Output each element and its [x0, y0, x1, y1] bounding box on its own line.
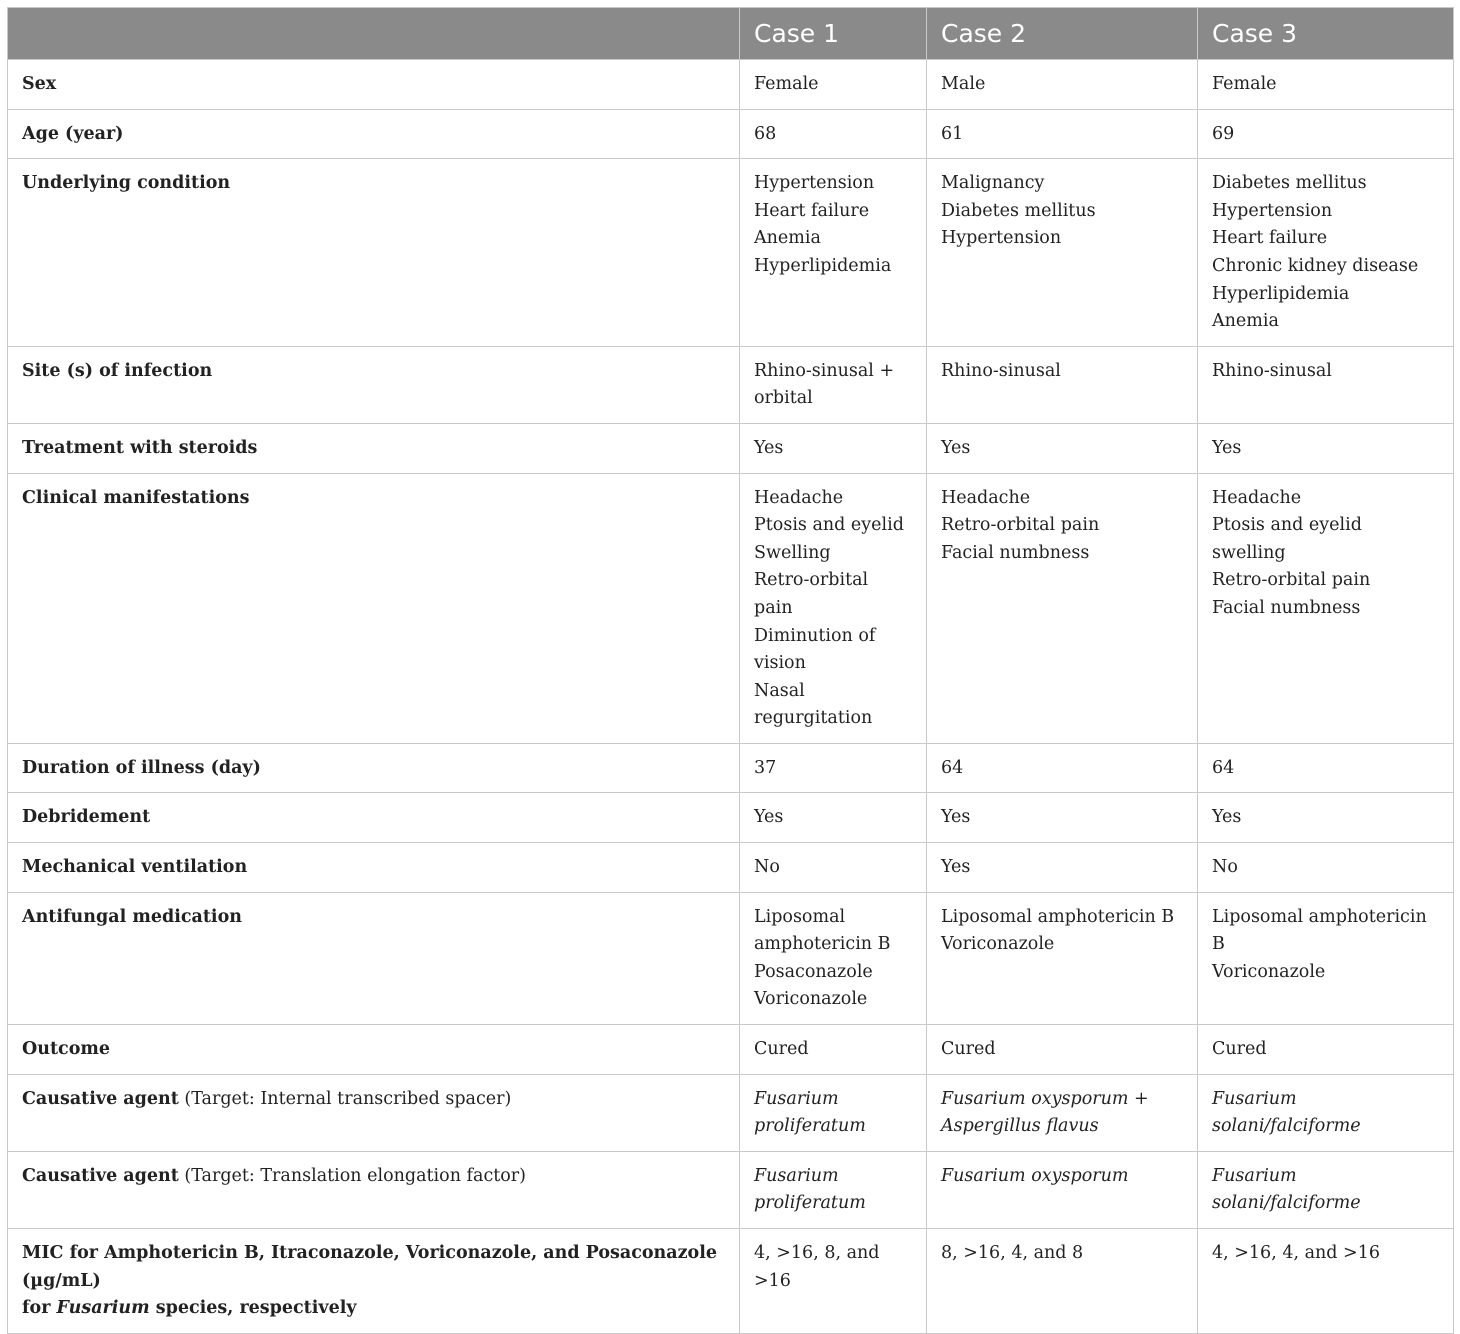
row-label-text: Duration of illness (day) — [22, 757, 261, 778]
cell-line: Rhino-sinusal + — [754, 360, 895, 381]
cell-line: Male — [941, 74, 986, 94]
row-label-target: (Target: Translation elongation factor) — [178, 1165, 526, 1186]
cell-case-2 — [927, 892, 1198, 1024]
row-label-text: Treatment with steroids — [22, 437, 258, 458]
cell-line: Chronic kidney disease — [1212, 255, 1419, 276]
cell-line: Fusarium oxysporum + — [941, 1088, 1149, 1109]
cell-case-1 — [740, 793, 927, 843]
row-label-fragment: species, respectively — [149, 1298, 357, 1319]
cell-line: No — [1212, 857, 1238, 878]
cell-line: Rhino-sinusal — [941, 360, 1061, 381]
table-row — [8, 159, 1454, 347]
cell-case-2 — [927, 60, 1198, 110]
cell-line: Voriconazole — [754, 989, 868, 1010]
header-case-1: Case 1 — [740, 8, 927, 60]
table-row — [8, 1074, 1454, 1151]
cell-case-1 — [740, 109, 927, 159]
cell-line: Nasal — [754, 680, 805, 701]
row-label-text: Underlying condition — [22, 173, 231, 194]
cell-line: Diabetes mellitus — [1212, 173, 1367, 194]
row-label — [8, 793, 740, 843]
cell-case-1 — [740, 60, 927, 110]
cell-line: 8, >16, 4, and 8 — [941, 1243, 1084, 1263]
table-row — [8, 1229, 1454, 1334]
cell-line: Heart failure — [754, 200, 870, 221]
row-label-text: Sex — [22, 74, 57, 94]
cell-case-3 — [1198, 1229, 1454, 1334]
table-row — [8, 793, 1454, 843]
cell-line: Yes — [754, 437, 784, 458]
row-label — [8, 1229, 740, 1334]
cell-line: Liposomal amphotericin B — [1212, 906, 1427, 955]
cell-line: Retro-orbital pain — [754, 570, 869, 618]
cell-line: 68 — [754, 123, 777, 144]
row-label — [8, 60, 740, 110]
cell-line: Facial numbness — [1212, 597, 1361, 618]
cell-line: Yes — [1212, 437, 1242, 458]
cell-case-3 — [1198, 892, 1454, 1024]
cell-line: Yes — [1212, 807, 1242, 828]
cell-line: Malignancy — [941, 173, 1045, 194]
cell-line: Headache — [754, 487, 844, 508]
cell-case-1 — [740, 892, 927, 1024]
cell-case-1 — [740, 1074, 927, 1151]
cell-case-3 — [1198, 743, 1454, 793]
table-row — [8, 473, 1454, 743]
cell-line: 37 — [754, 757, 777, 778]
cell-case-2 — [927, 159, 1198, 347]
row-label-target: (Target: Internal transcribed spacer) — [178, 1088, 512, 1109]
cell-case-3 — [1198, 793, 1454, 843]
cell-line: Voriconazole — [941, 934, 1055, 955]
cell-line: Fusarium solani/falciforme — [1212, 1165, 1361, 1214]
cell-case-2 — [927, 109, 1198, 159]
cell-case-2 — [927, 1151, 1198, 1228]
cell-line: proliferatum — [754, 1116, 866, 1137]
cell-case-2 — [927, 1025, 1198, 1075]
cell-line: Hyperlipidemia — [1212, 283, 1350, 304]
cell-line: Anemia — [1212, 311, 1279, 332]
cell-line: Headache — [941, 487, 1031, 508]
cell-case-1 — [740, 473, 927, 743]
cell-line: Retro-orbital pain — [941, 515, 1100, 536]
table-row — [8, 892, 1454, 1024]
table-row — [8, 109, 1454, 159]
row-label-text: MIC for Amphotericin B, Itraconazole, Voriconazole, and Posaconazole (µg/mL) — [22, 1243, 718, 1291]
table-row — [8, 1151, 1454, 1228]
cell-line: amphotericin B — [754, 934, 891, 955]
cell-line: 69 — [1212, 123, 1235, 144]
cell-case-2 — [927, 346, 1198, 423]
cell-line: orbital — [754, 388, 813, 409]
cell-line: regurgitation — [754, 708, 873, 729]
row-label-text: Causative agent — [22, 1088, 179, 1109]
cell-line: Hypertension — [941, 228, 1062, 249]
cell-line: Aspergillus flavus — [941, 1116, 1099, 1137]
cell-case-3 — [1198, 473, 1454, 743]
cell-line: Rhino-sinusal — [1212, 360, 1332, 381]
cell-case-2 — [927, 793, 1198, 843]
cell-line: Heart failure — [1212, 228, 1328, 249]
cell-case-2 — [927, 473, 1198, 743]
cell-line: Retro-orbital pain — [1212, 570, 1371, 591]
table-row — [8, 60, 1454, 110]
cell-line: Ptosis and eyelid — [754, 515, 904, 536]
cell-line: Yes — [754, 807, 784, 828]
cell-line: vision — [754, 653, 806, 674]
table-row — [8, 743, 1454, 793]
cell-line: Liposomal — [754, 906, 846, 927]
row-label — [8, 1074, 740, 1151]
cell-line: 64 — [1212, 757, 1235, 778]
table-row — [8, 346, 1454, 423]
cell-case-2 — [927, 1074, 1198, 1151]
header-corner — [8, 8, 740, 60]
row-label-fragment: for — [22, 1298, 57, 1319]
cell-case-2 — [927, 423, 1198, 473]
cell-line: 64 — [941, 757, 964, 778]
cell-line: No — [754, 857, 780, 878]
cell-case-1 — [740, 1229, 927, 1334]
cell-line: Hyperlipidemia — [754, 255, 892, 276]
cell-case-1 — [740, 159, 927, 347]
row-label-line-2 — [22, 1295, 725, 1323]
cell-case-1 — [740, 346, 927, 423]
row-label-text: Antifungal medication — [22, 906, 242, 927]
cell-line: proliferatum — [754, 1193, 866, 1214]
cell-case-3 — [1198, 1025, 1454, 1075]
cell-case-3 — [1198, 346, 1454, 423]
cell-line: Liposomal amphotericin B — [941, 906, 1175, 927]
table-row — [8, 1025, 1454, 1075]
row-label — [8, 743, 740, 793]
cell-line: Hypertension — [754, 173, 875, 194]
cell-line: Headache — [1212, 487, 1302, 508]
row-label — [8, 109, 740, 159]
row-label-text: Debridement — [22, 807, 151, 828]
row-label-text: Site (s) of infection — [22, 360, 213, 381]
row-label — [8, 473, 740, 743]
row-label — [8, 346, 740, 423]
cell-line: Ptosis and eyelid swelling — [1212, 515, 1362, 563]
cell-line: 4, >16, 4, and >16 — [1212, 1243, 1380, 1263]
cell-line: Anemia — [754, 228, 821, 249]
header-case-3: Case 3 — [1198, 8, 1454, 60]
cell-line: Female — [1212, 74, 1277, 94]
cell-case-1 — [740, 743, 927, 793]
cell-case-2 — [927, 1229, 1198, 1334]
cell-line: 61 — [941, 123, 964, 144]
cell-line: Diminution of — [754, 625, 876, 646]
table-row — [8, 423, 1454, 473]
cell-line: Cured — [1212, 1039, 1267, 1060]
cell-line: Cured — [754, 1039, 809, 1060]
cell-line: Female — [754, 74, 819, 94]
row-label — [8, 892, 740, 1024]
row-label — [8, 423, 740, 473]
case-comparison-table — [7, 7, 1454, 1334]
row-label-text: Outcome — [22, 1039, 111, 1060]
row-label — [8, 1025, 740, 1075]
cell-case-3 — [1198, 1151, 1454, 1228]
cell-case-2 — [927, 843, 1198, 893]
cell-line: Fusarium — [754, 1165, 839, 1186]
cell-case-1 — [740, 423, 927, 473]
cell-line: Hypertension — [1212, 200, 1333, 221]
cell-case-3 — [1198, 1074, 1454, 1151]
cell-line: Voriconazole — [1212, 961, 1326, 982]
cell-case-3 — [1198, 423, 1454, 473]
table-container — [7, 7, 1454, 1334]
cell-line: Diabetes mellitus — [941, 200, 1096, 221]
cell-case-3 — [1198, 159, 1454, 347]
cell-case-3 — [1198, 109, 1454, 159]
cell-line: Yes — [941, 807, 971, 828]
cell-line: Fusarium — [754, 1088, 839, 1109]
cell-case-1 — [740, 1151, 927, 1228]
row-label-text: Mechanical ventilation — [22, 857, 248, 878]
cell-case-1 — [740, 843, 927, 893]
cell-line: Swelling — [754, 542, 831, 563]
cell-case-3 — [1198, 60, 1454, 110]
cell-line: Yes — [941, 437, 971, 458]
table-row — [8, 843, 1454, 893]
header-case-2: Case 2 — [927, 8, 1198, 60]
cell-case-3 — [1198, 843, 1454, 893]
cell-line: Fusarium oxysporum — [941, 1165, 1129, 1186]
row-label — [8, 1151, 740, 1228]
row-label — [8, 843, 740, 893]
cell-line: 4, >16, 8, and >16 — [754, 1243, 880, 1291]
row-label-text: Causative agent — [22, 1165, 179, 1186]
cell-case-1 — [740, 1025, 927, 1075]
cell-line: Fusarium solani/falciforme — [1212, 1088, 1361, 1137]
row-label-text: Age (year) — [22, 123, 124, 144]
cell-line: Facial numbness — [941, 542, 1090, 563]
cell-case-2 — [927, 743, 1198, 793]
row-label-text: Clinical manifestations — [22, 487, 250, 508]
header-row — [8, 8, 1454, 60]
cell-line: Cured — [941, 1039, 996, 1060]
row-label-italic-fragment: Fusarium — [56, 1298, 150, 1319]
cell-line: Yes — [941, 857, 971, 878]
cell-line: Posaconazole — [754, 961, 873, 982]
row-label — [8, 159, 740, 347]
